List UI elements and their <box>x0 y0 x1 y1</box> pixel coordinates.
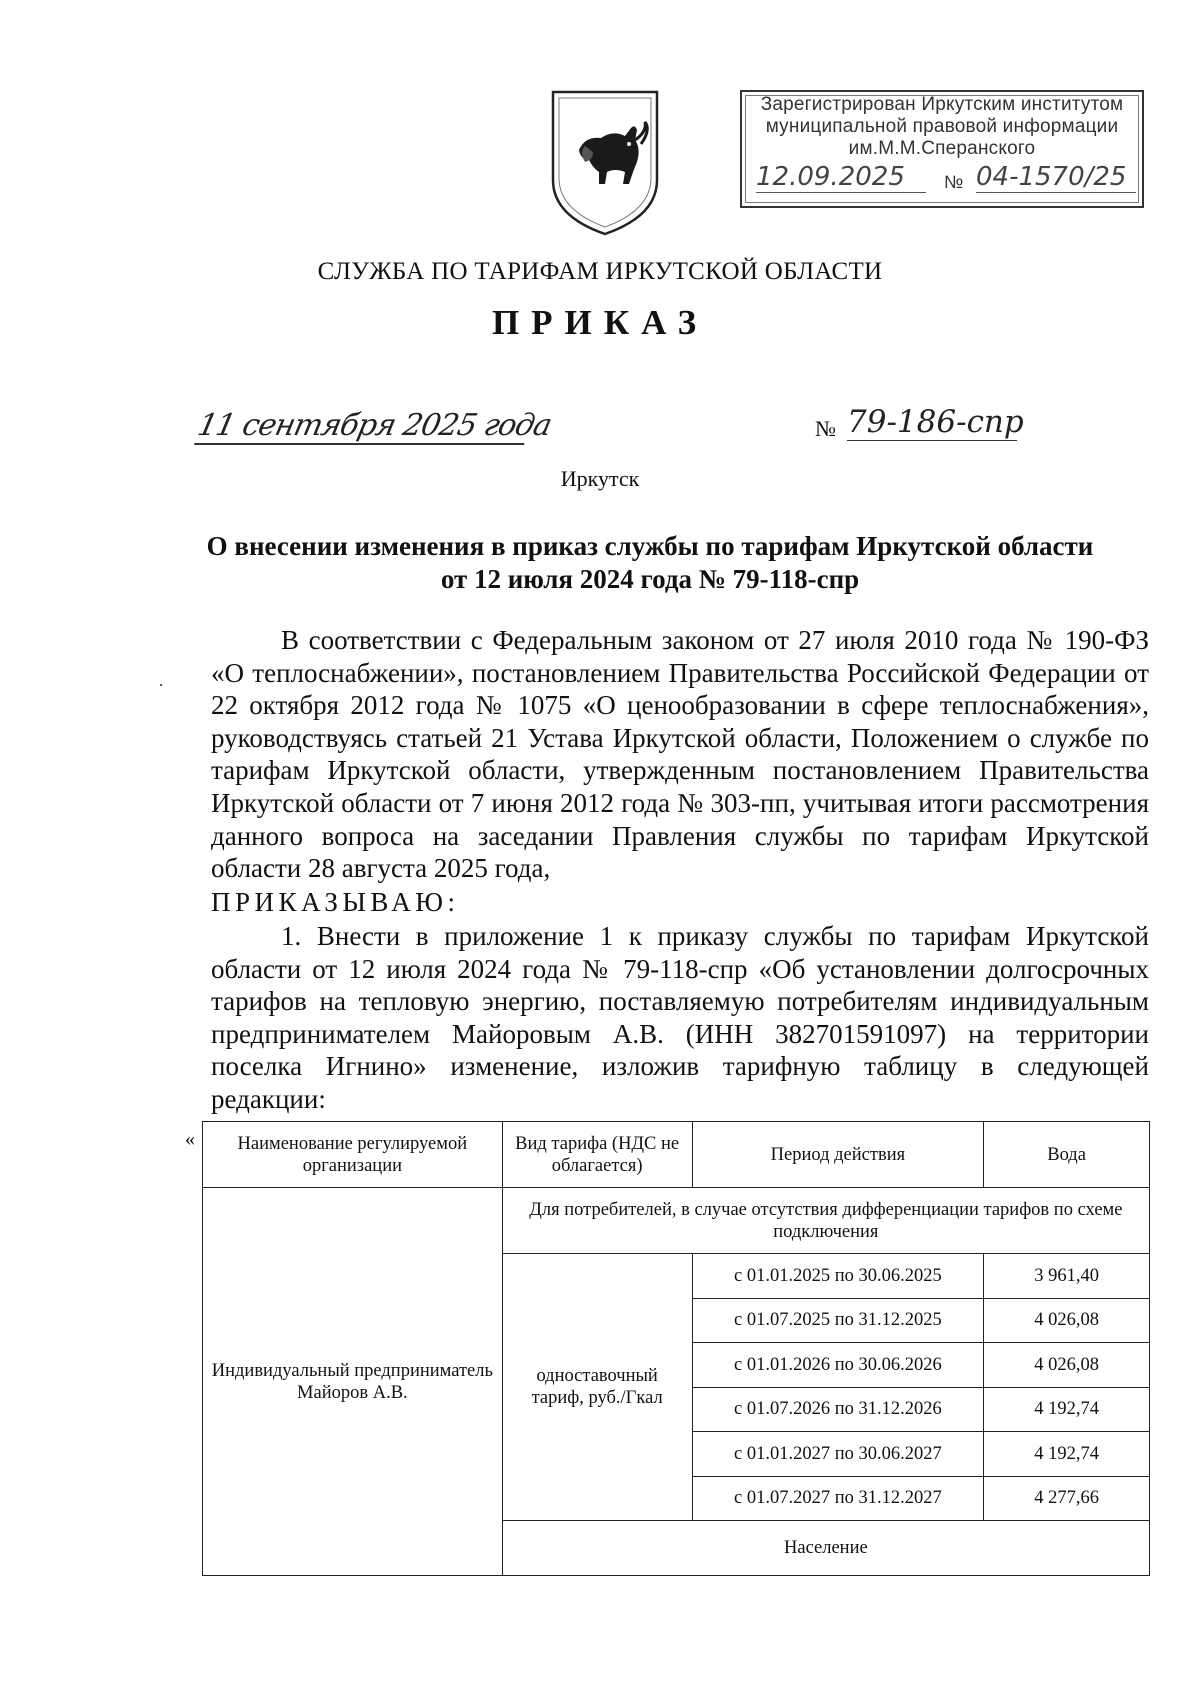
document-type-title: ПРИКАЗ <box>491 303 709 342</box>
header-org: Наименование регулируемой организации <box>203 1122 503 1188</box>
stamp-line-3: им.М.М.Сперанского <box>848 138 1036 159</box>
table-header-row <box>203 1122 1150 1188</box>
tariff-table <box>202 1121 1150 1576</box>
stamp-date: 12.09.2025 <box>756 162 926 193</box>
value-cell: 4 192,74 <box>984 1387 1150 1432</box>
period-cell: с 01.01.2025 по 30.06.2025 <box>692 1254 984 1299</box>
value-cell: 4 192,74 <box>984 1432 1150 1477</box>
registration-stamp <box>740 90 1144 208</box>
period-cell: с 01.07.2027 по 31.12.2027 <box>692 1476 984 1521</box>
coat-of-arms-icon <box>549 88 661 238</box>
stamp-line-2: муниципальной правовой информации <box>765 116 1119 137</box>
value-cell: 4 026,08 <box>984 1343 1150 1388</box>
order-word: ПРИКАЗЫВАЮ: <box>211 887 460 917</box>
group-consumers-cell: Для потребителей, в случае отсутствия дифференциации тарифов по схеме подключения <box>502 1188 1149 1254</box>
table-group-row <box>203 1188 1150 1254</box>
stamp-number-label: № <box>944 172 964 192</box>
group-population-cell: Население <box>502 1521 1149 1576</box>
header-period: Период действия <box>692 1122 984 1188</box>
stamp-number: 04-1570/25 <box>976 162 1136 193</box>
document-title <box>150 530 1150 596</box>
tariff-type-cell: одноставочный тариф, руб./Гкал <box>502 1254 692 1521</box>
period-cell: с 01.01.2026 по 30.06.2026 <box>692 1343 984 1388</box>
period-cell: с 01.07.2025 по 31.12.2025 <box>692 1298 984 1343</box>
scan-artifact <box>160 684 162 686</box>
stamp-line-1: Зарегистрирован Иркутским институтом <box>760 94 1124 115</box>
preamble-paragraph: В соответствии с Федеральным законом от 27 июля 2010 года № 190-ФЗ «О теплоснабжении», постановлением Правительства Российской Федерации от 22 октября 2012 года № 1075 «О ценообразовании в сфере теплоснабжения», руководствуясь статьей 21 Устава Иркутской области, Положением о службе по тарифам Иркутской области, утвержденным постановлением Правительства Иркутской области от 7 июня 2012 года № 303-пп, учитывая итоги рассмотрения данного вопроса на заседании Правления службы по тарифам Иркутской области 28 августа 2025 года, <box>211 625 1149 884</box>
handwritten-order-date: 11 сентября 2025 года <box>194 408 555 443</box>
order-number-label: № <box>815 416 836 441</box>
value-cell: 3 961,40 <box>984 1254 1150 1299</box>
issuing-authority: СЛУЖБА ПО ТАРИФАМ ИРКУТСКОЙ ОБЛАСТИ <box>317 258 883 285</box>
order-item-1: 1. Внести в приложение 1 к приказу службы по тарифам Иркутской области от 12 июля 2024 года № 79-118-спр «Об установлении долгосрочных тарифов на тепловую энергию, поставляемую потребителям индивидуальным предпринимателем Майоровым А.В. (ИНН 382701591097) на территории поселка Игнино» изменение, изложив тарифную таблицу в следующей редакции: <box>211 921 1149 1114</box>
value-cell: 4 277,66 <box>984 1476 1150 1521</box>
document-title-line-2: от 12 июля 2024 года № 79-118-спр <box>440 564 860 594</box>
document-title-line-1: О внесении изменения в приказ службы по тарифам Иркутской области <box>206 531 1094 561</box>
period-cell: с 01.07.2026 по 31.12.2026 <box>692 1387 984 1432</box>
period-cell: с 01.01.2027 по 30.06.2027 <box>692 1432 984 1477</box>
handwritten-order-number: 79-186-спр <box>847 404 1024 440</box>
header-water: Вода <box>984 1122 1150 1188</box>
organization-cell: Индивидуальный предприниматель Майоров А.В. <box>203 1188 503 1576</box>
opening-quote: « <box>185 1128 195 1150</box>
city: Иркутск <box>560 466 640 491</box>
value-cell: 4 026,08 <box>984 1298 1150 1343</box>
header-tariff-type: Вид тарифа (НДС не облагается) <box>502 1122 692 1188</box>
